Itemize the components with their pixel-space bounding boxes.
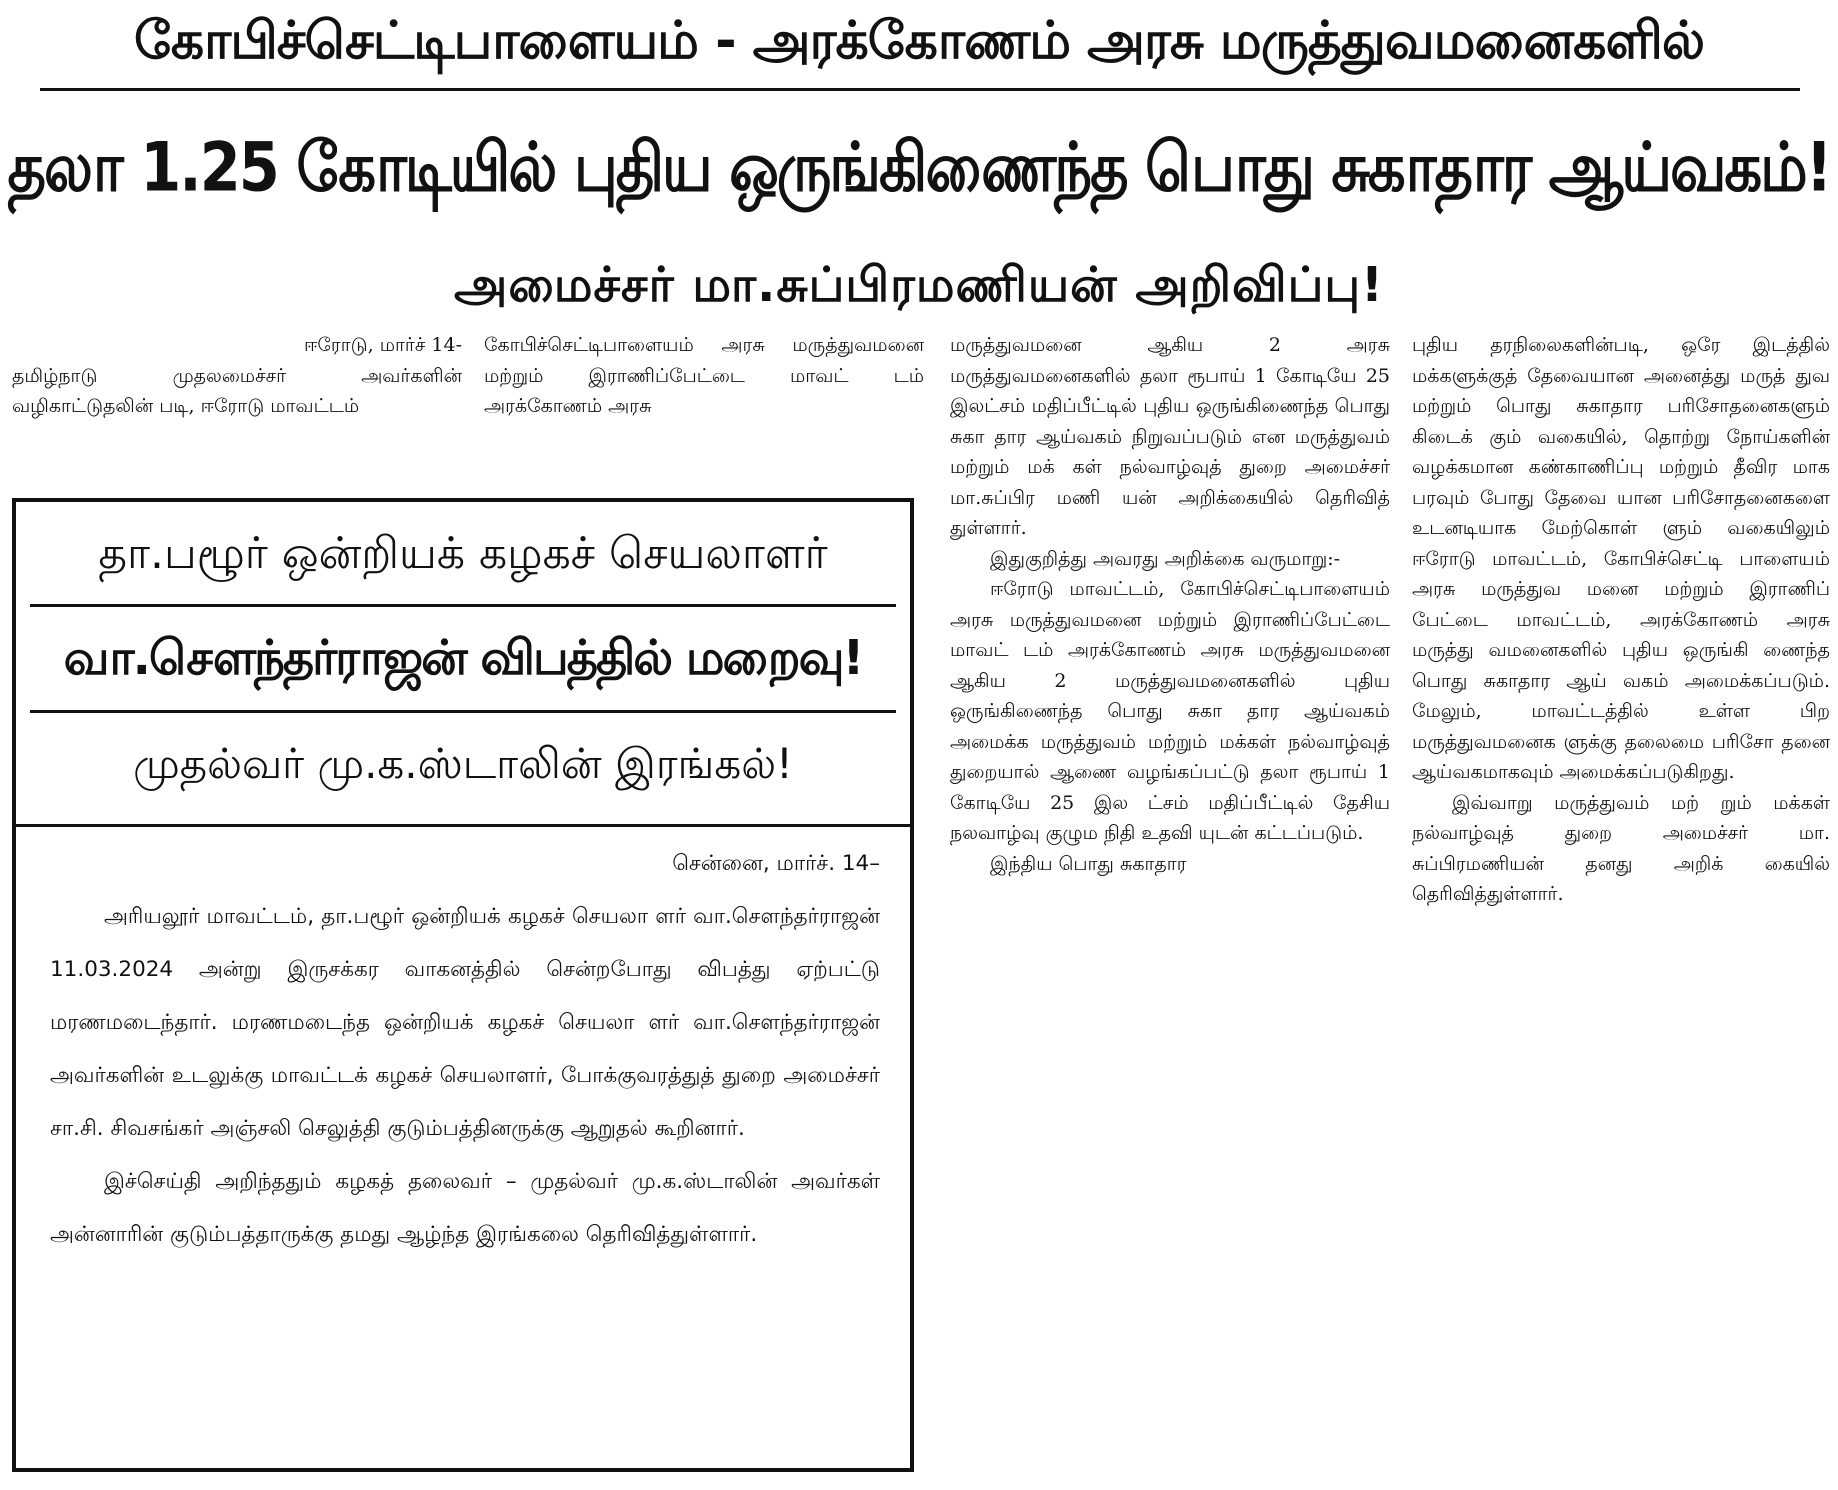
kicker-rule: [40, 88, 1800, 91]
lead-article-dateline: ஈரோடு, மார்ச் 14-: [304, 334, 462, 356]
boxed-article-headline: வா.சௌந்தர்ராஜன் விபத்தில் மறைவு!: [63, 630, 863, 686]
boxed-article-dateline: சென்னை, மார்ச். 14–: [672, 851, 880, 876]
kicker-headline: கோபிச்செட்டிபாளையம் - அரக்கோணம் அரசு மருத்துவமனைகளில்: [133, 11, 1705, 71]
lead-article-paragraph: ஈரோடு மாவட்டம், கோபிச்செட்டிபாளையம் அரசு மருத்துவமனை மற்றும் இராணிப்பேட்டை மாவட் டம் அரக்கோணம் அரசு மருத்துவமனை ஆகிய 2 மருத்துவமனைகளில் புதிய ஒருங்கிணைந்த பொது சுகா தார ஆய்வகம் அமைக்க மருத்துவம் மற்றும் மக்கள் நல்வாழ்வுத் துறையால் ஆணை வழங்கப்பட்டு தலா ரூபாய் 1 கோடியே 25 இல ட்சம் மதிப்பீட்டில் தேசிய நலவாழ்வு குழும நிதி உதவி யுடன் கட்டப்படும்.: [950, 578, 1390, 844]
lead-article-paragraph: புதிய தரநிலைகளின்படி, ஒரே இடத்தில் மக்களுக்குத் தேவையான அனைத்து மருத் துவ மற்றும் பொது சுகாதார பரிசோதனைகளும் கிடைக் கும் வகையில், தொற்று நோய்களின் வழக்கமான கண்காணிப்பு மற்றும் தீவிர மாக பரவும் போது தேவை யான பரிசோதனைகளை உடனடியாக மேற்கொள் ளும் வகையிலும் ஈரோடு மாவட்டம், கோபிச்செட்டி பாளையம் அரசு மருத்துவ மனை மற்றும் இராணிப் பேட்டை மாவட்டம், அரக்கோணம் அரசு மருத்து வமனைகளில் புதிய ஒருங்கி ணைந்த பொது சுகாதார ஆய் வகம் அமைக்கப்படும். மேலும், மாவட்டத்தில் உள்ள பிற மருத்துவமனைக ளுக்கு தலைமை பரிசோ தனை ஆய்வகமாகவும் அமைக்கப்படுகிறது.: [1412, 334, 1830, 783]
lead-article-paragraph: இந்திய பொது சுகாதார: [990, 852, 1187, 875]
lead-article-column-4: [1412, 330, 1830, 1480]
lead-article-column-2: [484, 330, 924, 465]
lead-article-paragraph: இவ்வாறு மருத்துவம் மற் றும் மக்கள் நல்வாழ்வுத் துறை அமைச்சர் மா. சுப்பிரமணியன் தனது அறிக் கையில் தெரிவித்துள்ளார்.: [1412, 791, 1830, 905]
main-headline: தலா 1.25 கோடியில் புதிய ஒருங்கிணைந்த பொது சுகாதார ஆய்வகம்!: [7, 127, 1831, 207]
divider: [30, 710, 896, 713]
lead-article-paragraph: மருத்துவமனை ஆகிய 2 அரசு மருத்துவமனைகளில் தலா ரூபாய் 1 கோடியே 25 இலட்சம் மதிப்பீட்டில் புதிய ஒருங்கிணைந்த பொது சுகா தார ஆய்வகம் நிறுவப்படும் என மருத்துவம் மற்றும் மக் கள் நல்வாழ்வுத் துறை அமைச்சர் மா.சுப்பிர மணி யன் அறிக்கையில் தெரிவித் துள்ளார்.: [950, 334, 1390, 539]
boxed-article: [12, 498, 914, 1472]
sub-headline: அமைச்சர் மா.சுப்பிரமணியன் அறிவிப்பு!: [454, 257, 1384, 313]
lead-article-text: கோபிச்செட்டிபாளையம் அரசு மருத்துவமனை மற்றும் இராணிப்பேட்டை மாவட் டம் அரக்கோணம் அரசு: [484, 334, 924, 417]
boxed-article-paragraph: இச்செய்தி அறிந்ததும் கழகத் தலைவர் – முதல்வர் மு.க.ஸ்டாலின் அவர்கள் அன்னாரின் குடும்பத்தாருக்கு தமது ஆழ்ந்த இரங்கலை தெரிவித்துள்ளார்.: [50, 1169, 880, 1247]
lead-article-paragraph: இதுகுறித்து அவரது அறிக்கை வருமாறு:-: [990, 547, 1341, 570]
boxed-article-paragraph: அரியலூர் மாவட்டம், தா.பழூர் ஒன்றியக் கழகச் செயலா ளர் வா.சௌந்தர்ராஜன் 11.03.2024 அன்று இருசக்கர வாகனத்தில் சென்றபோது விபத்து ஏற்பட்டு மரணமடைந்தார். மரணமடைந்த ஒன்றியக் கழகச் செயலா ளர் வா.சௌந்தர்ராஜன் அவர்களின் உடலுக்கு மாவட்டக் கழகச் செயலாளர், போக்குவரத்துத் துறை அமைச்சர் சா.சி. சிவசங்கர் அஞ்சலி செலுத்தி குடும்பத்தினருக்கு ஆறுதல் கூறினார்.: [50, 904, 880, 1141]
lead-article-column-3: [950, 330, 1390, 1480]
boxed-article-subheadline: முதல்வர் மு.க.ஸ்டாலின் இரங்கல்!: [133, 739, 793, 788]
boxed-article-kicker: தா.பழூர் ஒன்றியக் கழகச் செயலாளர்: [98, 528, 828, 579]
lead-article-column-1: [12, 330, 462, 465]
divider: [30, 604, 896, 607]
boxed-article-body: [50, 837, 880, 1261]
lead-article-text: தமிழ்நாடு முதலமைச்சர் அவர்களின் வழிகாட்டுதலின் படி, ஈரோடு மாவட்டம்: [12, 364, 462, 417]
divider: [16, 824, 910, 827]
